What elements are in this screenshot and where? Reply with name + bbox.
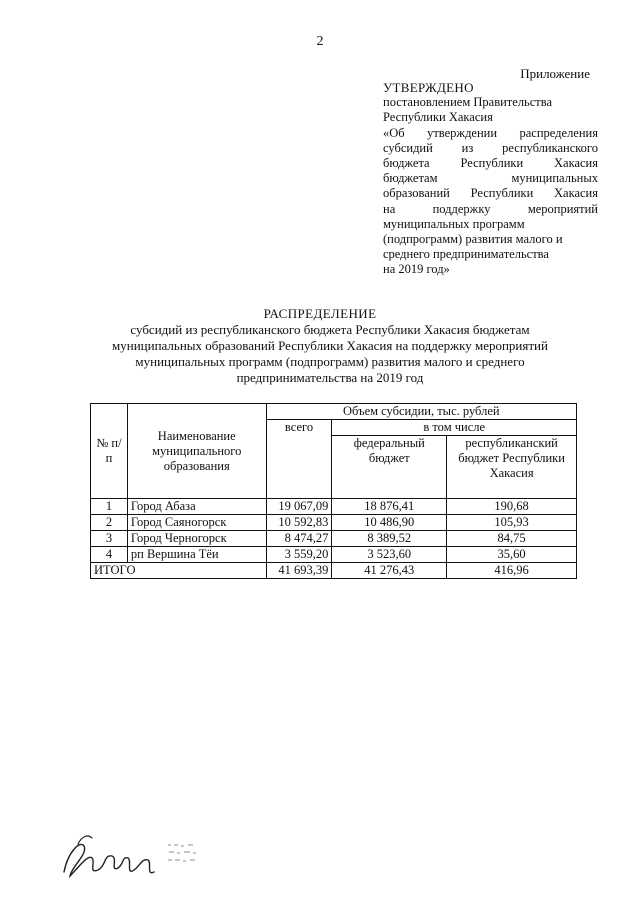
row-num: 4 bbox=[91, 547, 128, 563]
row-federal: 10 486,90 bbox=[332, 515, 447, 531]
total-sum: 41 693,39 bbox=[266, 563, 332, 579]
table-row bbox=[91, 547, 577, 563]
approval-line: образований Республики Хакасия bbox=[383, 186, 598, 201]
total-label: ИТОГО bbox=[91, 563, 267, 579]
row-republic: 84,75 bbox=[447, 531, 577, 547]
header-republic: республиканский бюджет Республики Хакасия bbox=[447, 436, 577, 499]
document-subtitle bbox=[100, 322, 560, 386]
row-name: Город Абаза bbox=[127, 499, 266, 515]
appendix-label: Приложение bbox=[520, 66, 590, 81]
approval-line: субсидий из республиканского bbox=[383, 140, 598, 155]
table-row bbox=[91, 515, 577, 531]
table-row bbox=[91, 499, 577, 515]
approval-line: Республики Хакасия bbox=[383, 110, 493, 125]
row-republic: 190,68 bbox=[447, 499, 577, 515]
table-row bbox=[91, 531, 577, 547]
row-num: 2 bbox=[91, 515, 128, 531]
header-including: в том числе bbox=[332, 420, 577, 436]
row-federal: 18 876,41 bbox=[332, 499, 447, 515]
approval-line: на 2019 год» bbox=[383, 262, 450, 277]
header-num: № п/п bbox=[91, 404, 128, 499]
document-heading: РАСПРЕДЕЛЕНИЕ bbox=[263, 306, 377, 321]
row-total: 19 067,09 bbox=[266, 499, 332, 515]
header-volume: Объем субсидии, тыс. рублей bbox=[266, 404, 576, 420]
approval-line: на поддержку мероприятий bbox=[383, 201, 598, 216]
header-name: Наименование муниципального образования bbox=[127, 404, 266, 499]
row-total: 3 559,20 bbox=[266, 547, 332, 563]
page-number: 2 bbox=[316, 34, 324, 49]
header-federal: федеральный бюджет bbox=[332, 436, 447, 499]
total-federal: 41 276,43 bbox=[332, 563, 447, 579]
approval-line: постановлением Правительства bbox=[383, 95, 553, 110]
row-total: 10 592,83 bbox=[266, 515, 332, 531]
approval-line: (подпрограмм) развития малого и bbox=[383, 232, 563, 247]
total-republic: 416,96 bbox=[447, 563, 577, 579]
row-num: 1 bbox=[91, 499, 128, 515]
subtitle-line: субсидий из республиканского бюджета Республики Хакасия бюджетам bbox=[130, 322, 530, 337]
row-name: Город Черногорск bbox=[127, 531, 266, 547]
subtitle-line: предпринимательства на 2019 год bbox=[236, 370, 424, 385]
subtitle-line: муниципальных программ (подпрограмм) развития малого и среднего bbox=[135, 354, 525, 369]
row-federal: 3 523,60 bbox=[332, 547, 447, 563]
row-republic: 35,60 bbox=[447, 547, 577, 563]
row-name: рп Вершина Тёи bbox=[127, 547, 266, 563]
row-num: 3 bbox=[91, 531, 128, 547]
approval-line: бюджета Республики Хакасия bbox=[383, 156, 598, 171]
total-row bbox=[91, 563, 577, 579]
faint-stamp-mark bbox=[166, 840, 202, 868]
approved-stamp-text: УТВЕРЖДЕНО bbox=[383, 80, 474, 95]
row-federal: 8 389,52 bbox=[332, 531, 447, 547]
handwritten-signature bbox=[58, 832, 168, 884]
approval-block bbox=[383, 80, 598, 278]
header-total: всего bbox=[266, 420, 332, 499]
approval-line: бюджетам муниципальных bbox=[383, 171, 598, 186]
approval-line: муниципальных программ bbox=[383, 216, 525, 231]
subtitle-line: муниципальных образований Республики Хакасия на поддержку мероприятий bbox=[112, 338, 548, 353]
row-republic: 105,93 bbox=[447, 515, 577, 531]
approval-line: среднего предпринимательства bbox=[383, 247, 549, 262]
subsidies-table bbox=[90, 403, 577, 579]
row-name: Город Саяногорск bbox=[127, 515, 266, 531]
row-total: 8 474,27 bbox=[266, 531, 332, 547]
header-row bbox=[91, 404, 577, 420]
approval-line: «Об утверждении распределения bbox=[383, 125, 598, 140]
